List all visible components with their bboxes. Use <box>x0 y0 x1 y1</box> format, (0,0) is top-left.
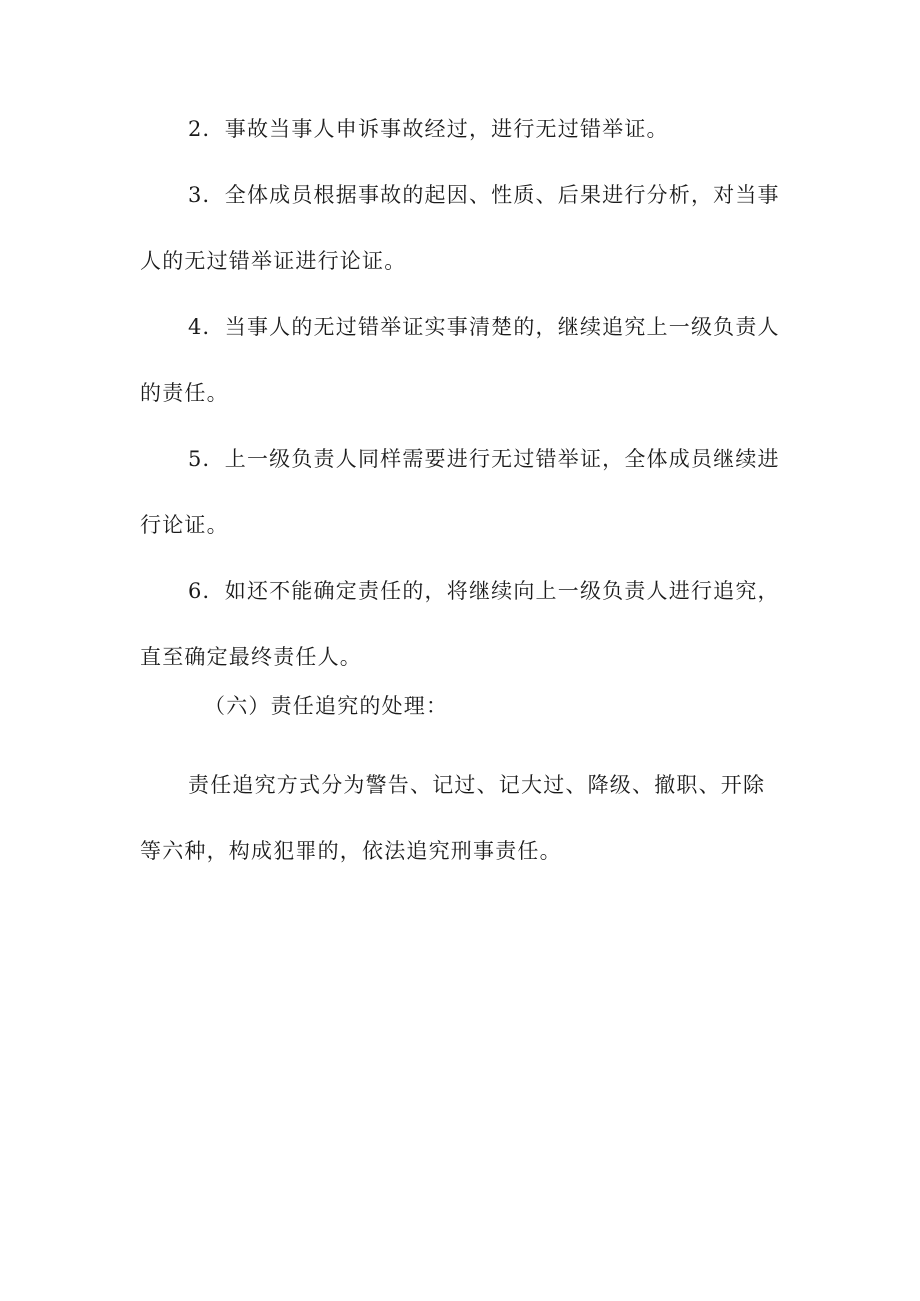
paragraph-item-4: 4．当事人的无过错举证实事清楚的，继续追究上一级负责人的责任。 <box>140 315 780 405</box>
section-heading: （六）责任追究的处理： <box>204 694 449 718</box>
paragraph-item-6: 6．如还不能确定责任的，将继续向上一级负责人进行追究，直至确定最终责任人。 <box>140 579 780 669</box>
paragraph-item-3: 3．全体成员根据事故的起因、性质、后果进行分析，对当事人的无过错举证进行论证。 <box>140 183 780 273</box>
paragraph-item-2: 2．事故当事人申诉事故经过，进行无过错举证。 <box>188 117 669 141</box>
paragraph-item-5: 5．上一级负责人同样需要进行无过错举证，全体成员继续进行论证。 <box>140 447 780 537</box>
paragraph-penalties: 责任追究方式分为警告、记过、记大过、降级、撤职、开除等六种，构成犯罪的，依法追究刑事责任。 <box>140 773 766 863</box>
